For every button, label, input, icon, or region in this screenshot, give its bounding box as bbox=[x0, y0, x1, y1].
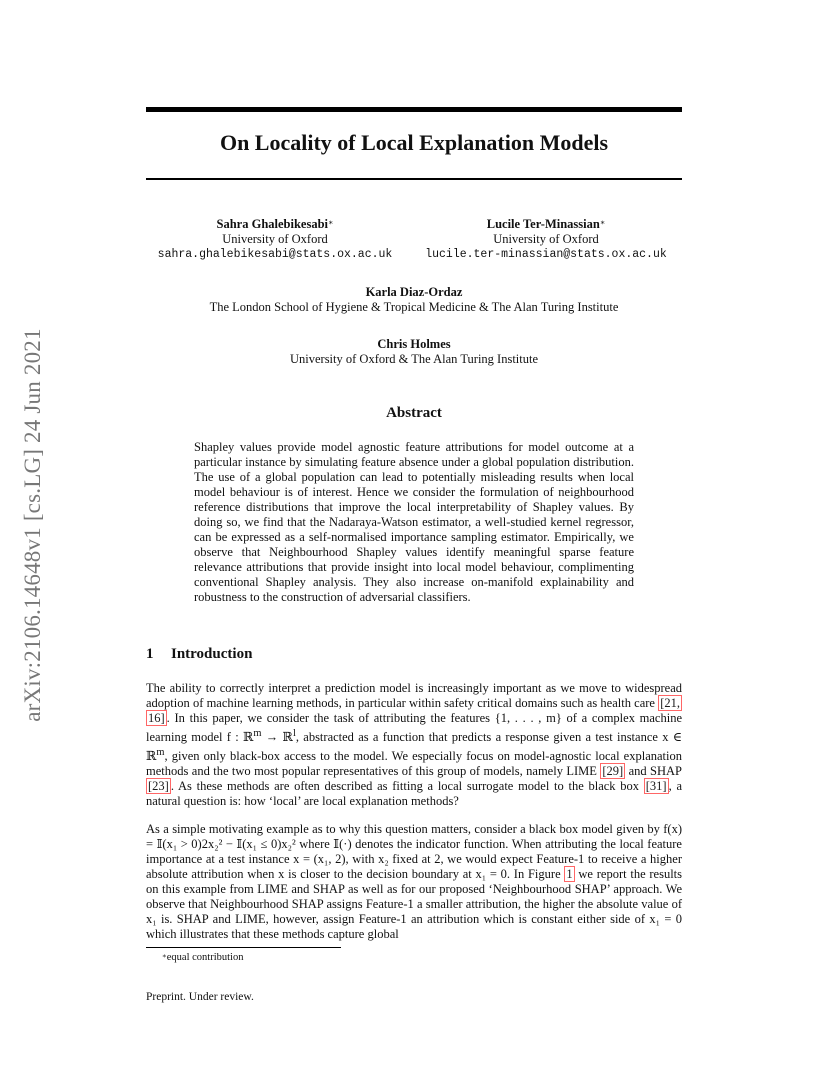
section-heading bbox=[146, 646, 252, 663]
author-name: Chris Holmes bbox=[377, 337, 451, 351]
intro-paragraph-2: As a simple motivating example as to why this question matters, consider a black box model given by f(x) = 𝕀(x₁ > 0)2x₂² − 𝕀(x₁ ≤ 0)x₂² where 𝕀(·) denotes the indicator function. When attributing the local feature importance at a test instance x = (x₁, 2), with x₂ fixed at 2, we would expect Feature-1 to receive a higher absolute attribution when x is closer to the decision boundary at x₁ = 0. In Figure 1 we report the results on this example from LIME and SHAP as well as for our proposed ‘Neighbourhood SHAP’ approach. We observe that Neighbourhood SHAP assigns Feature-1 a smaller attribution, the higher the absolute value of x₁ is. SHAP and LIME, however, assign Feature-1 an attribution which is constant either side of x₁ = 0 which illustrates that these methods capture global bbox=[146, 822, 683, 941]
author-block-3 bbox=[146, 285, 682, 315]
section-title: Introduction bbox=[171, 646, 253, 662]
section-number: 1 bbox=[146, 646, 154, 662]
title-rule-top bbox=[146, 107, 682, 112]
figure-link[interactable]: 1 bbox=[566, 867, 573, 881]
author-email[interactable]: lucile.ter-minassian@stats.ox.ac.uk bbox=[425, 248, 667, 261]
citation-link[interactable]: [31] bbox=[645, 779, 667, 794]
title-rule-bottom bbox=[146, 178, 682, 180]
citation-link[interactable]: [21, bbox=[660, 696, 680, 710]
footnote-rule bbox=[146, 947, 341, 948]
citation-link[interactable]: [29] bbox=[602, 764, 624, 779]
author-block-1 bbox=[150, 217, 400, 262]
arxiv-stamp bbox=[20, 290, 56, 760]
author-affiliation: University of Oxford bbox=[222, 232, 328, 246]
author-name: Karla Diaz-Ordaz bbox=[365, 285, 463, 299]
author-affiliation: University of Oxford bbox=[493, 232, 599, 246]
author-affiliation: The London School of Hygiene & Tropical Medicine & The Alan Turing Institute bbox=[209, 300, 619, 314]
author-name: Sahra Ghalebikesabi∗ bbox=[216, 217, 334, 231]
arxiv-stamp-text: arXiv:2106.14648v1 [cs.LG] 24 Jun 2021 bbox=[20, 328, 45, 722]
paper-title: On Locality of Local Explanation Models bbox=[219, 130, 609, 155]
abstract-text: Shapley values provide model agnostic feature attributions for model outcome at a particular instance by simulating feature absence under a global population distribution. The use of a global population can lead to potentially misleading results when local model behaviour is of interest. Hence we consider the formulation of neighbourhood reference distributions that improve the local interpretability of Shapley values. By doing so, we find that the Nadaraya-Watson estimator, a well-studied kernel regressor, can be expressed as a self-normalised importance sampling estimator. Empirically, we observe that Neighbourhood Shapley values identify meaningful sparse feature relevance attributions that provide insight into local model behaviour, complimenting conventional Shapley analysis. They also increase on-manifold explainability and robustness to the construction of adversarial classifiers. bbox=[194, 440, 634, 604]
author-block-2 bbox=[415, 217, 677, 262]
intro-paragraph-1: The ability to correctly interpret a prediction model is increasingly important as we move to widespread adoption of machine learning methods, in particular within safety critical domains such as health care [21, 16] . In this paper, we consider the task of attributing the features {1, . . . , m} of a complex machine learning model f : ℝ$^m$ → ℝ$^l$, abstracted as a function that predicts a response given a test instance x ∈ ℝ$^m$, given only black-box access to the model. We especially focus on model-agnostic local explanation methods and the two most popular representatives of this group of models, namely LIME [29] and SHAP [23] . As these methods are often described as fitting a local surrogate model to the black box [31] , a natural question is: how ‘local’ are local explanation methods? bbox=[146, 681, 682, 809]
citation-link[interactable]: 16] bbox=[148, 711, 165, 725]
citation-link[interactable]: [23] bbox=[148, 779, 169, 794]
footnote: ∗equal contribution bbox=[162, 952, 244, 963]
author-email[interactable]: sahra.ghalebikesabi@stats.ox.ac.uk bbox=[157, 248, 393, 261]
author-name: Lucile Ter-Minassian∗ bbox=[486, 217, 606, 231]
author-affiliation: University of Oxford & The Alan Turing Institute bbox=[289, 352, 539, 366]
abstract-heading: Abstract bbox=[386, 405, 442, 421]
author-block-4 bbox=[146, 337, 682, 367]
preprint-note: Preprint. Under review. bbox=[146, 991, 254, 1003]
